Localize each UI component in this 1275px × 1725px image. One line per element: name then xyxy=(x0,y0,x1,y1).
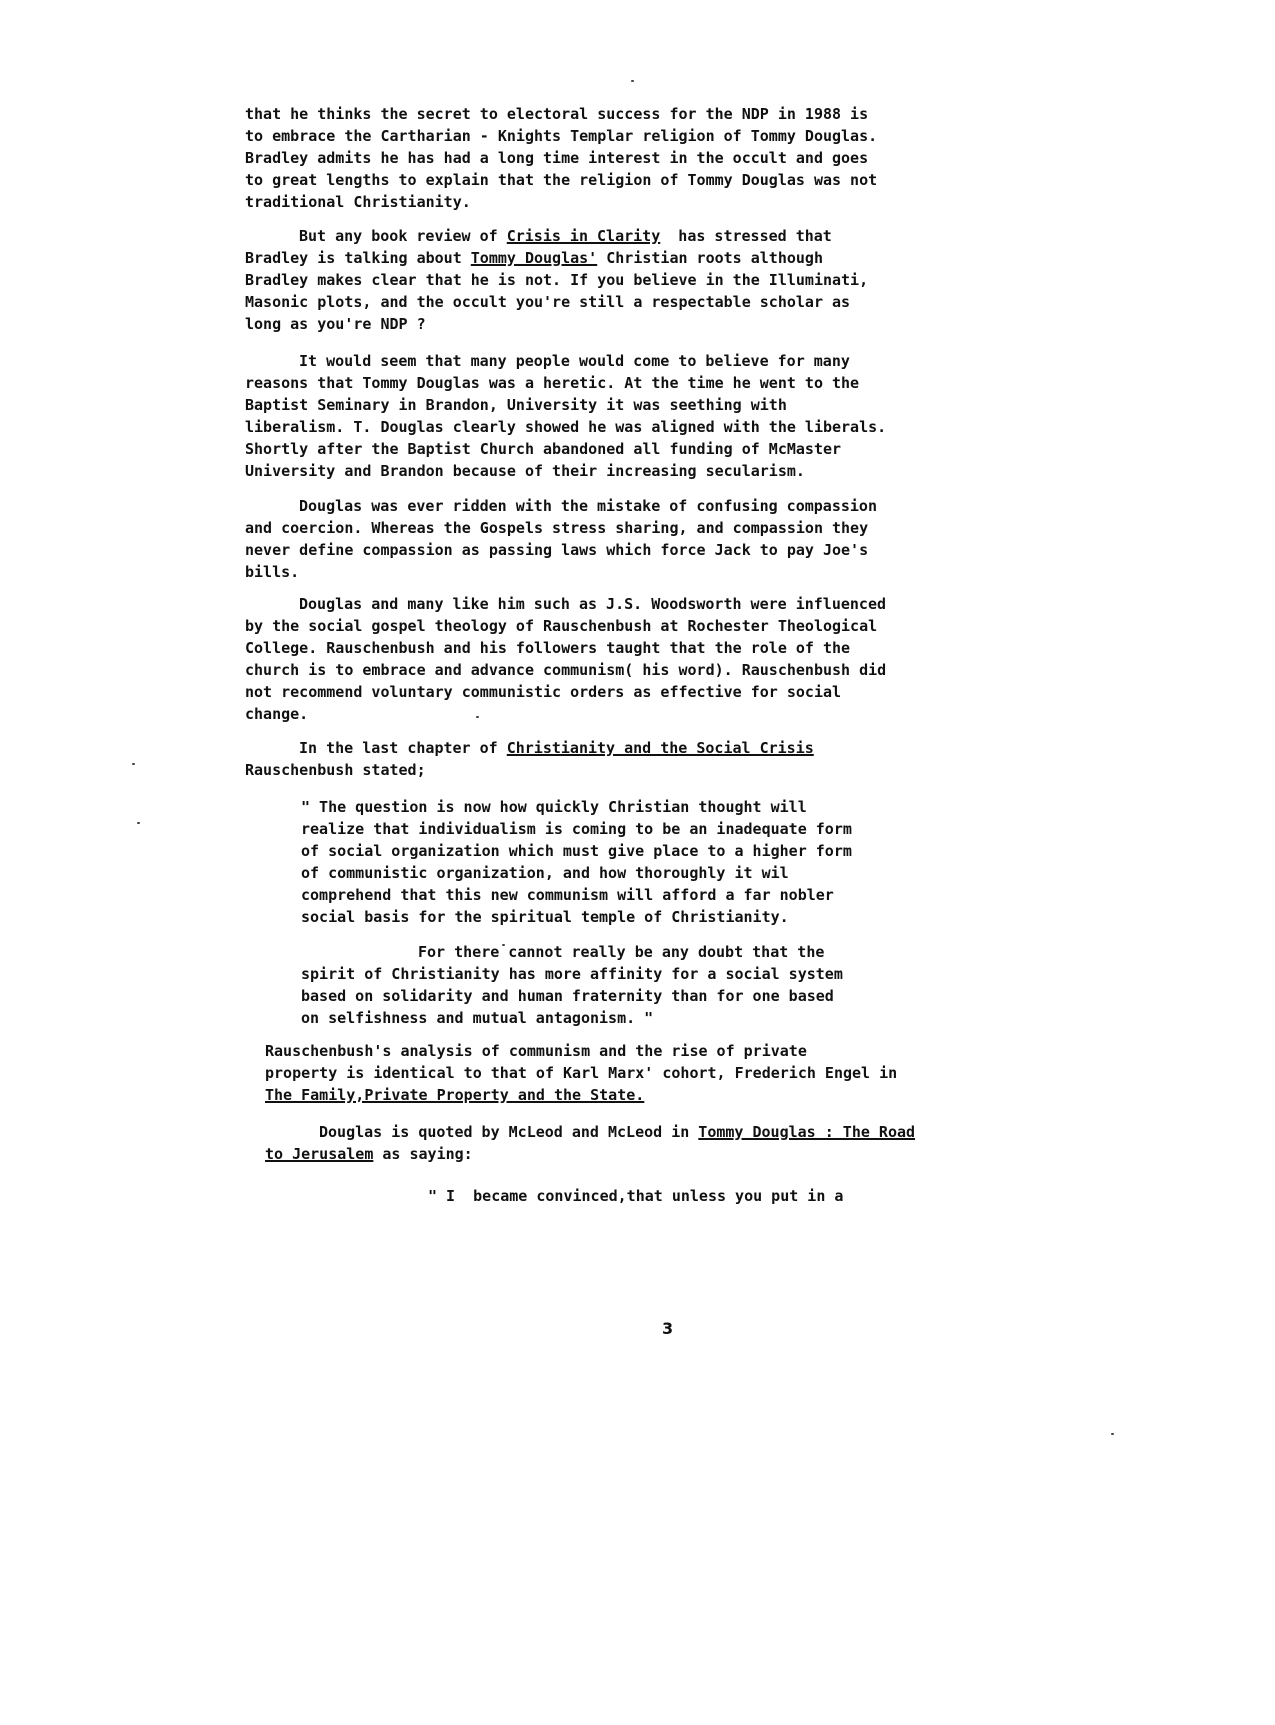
text-run: Christian roots although xyxy=(597,249,823,267)
text-line: of social organization which must give place to a higher form xyxy=(301,842,852,860)
text-run: It would seem that many people would come to believe for many xyxy=(299,352,850,370)
text-line: never define compassion as passing laws which force Jack to pay Joe's xyxy=(245,541,869,559)
text-run: as saying: xyxy=(373,1145,473,1163)
text-line: not recommend voluntary communistic orders as effective for social xyxy=(245,683,842,701)
text-run: Douglas and many like him such as J.S. Woodsworth were influenced xyxy=(299,595,886,613)
text-line: realize that individualism is coming to be an inadequate form xyxy=(301,820,852,838)
text-line: by the social gospel theology of Rauschenbush at Rochester Theological xyxy=(245,617,878,635)
paragraph-5 xyxy=(245,593,886,725)
text-line: that he thinks the secret to electoral success for the NDP in 1988 is xyxy=(245,105,869,123)
text-line xyxy=(245,495,877,517)
text-line: spirit of Christianity has more affinity for a social system xyxy=(301,965,843,983)
paragraph-7 xyxy=(265,1040,897,1106)
paragraph-2 xyxy=(245,225,868,335)
text-line: Bradley admits he has had a long time interest in the occult and goes xyxy=(245,149,869,167)
text-line: to embrace the Cartharian - Knights Templar religion of Tommy Douglas. xyxy=(245,127,878,145)
text-line: Rauschenbush's analysis of communism and the rise of private xyxy=(265,1042,807,1060)
book-title-family-private-property: The Family,Private Property and the State. xyxy=(265,1086,645,1104)
block-quote-1 xyxy=(301,796,852,928)
paragraph-4 xyxy=(245,495,877,583)
paragraph-8 xyxy=(265,1121,915,1165)
text-run: For there cannot really be any doubt that the xyxy=(418,943,825,961)
paragraph-3 xyxy=(245,350,886,482)
name-tommy-douglas: Tommy Douglas' xyxy=(470,249,598,267)
paragraph-1 xyxy=(245,103,877,213)
book-title-road-to-jerusalem-cont: to Jerusalem xyxy=(265,1145,374,1163)
text-run: Douglas was ever ridden with the mistake of confusing compassion xyxy=(299,497,877,515)
text-line xyxy=(245,247,868,269)
text-line xyxy=(245,225,868,247)
scan-speck xyxy=(631,80,634,82)
scan-speck xyxy=(132,763,135,765)
text-line: church is to embrace and advance communism( his word). Rauschenbush did xyxy=(245,661,887,679)
book-title-christianity-social-crisis: Christianity and the Social Crisis xyxy=(506,739,814,757)
text-line: property is identical to that of Karl Marx' cohort, Frederich Engel in xyxy=(265,1064,898,1082)
text-line: reasons that Tommy Douglas was a heretic. At the time he went to the xyxy=(245,374,860,392)
text-line xyxy=(245,737,814,759)
block-quote-2 xyxy=(301,941,843,1029)
text-line: Masonic plots, and the occult you're still a respectable scholar as xyxy=(245,293,851,311)
scan-speck xyxy=(1111,1433,1114,1435)
text-line: College. Rauschenbush and his followers taught that the role of the xyxy=(245,639,851,657)
text-run: But any book review of xyxy=(299,227,507,245)
page-number: 3 xyxy=(662,1319,674,1338)
scan-speck xyxy=(137,822,140,824)
book-title-crisis-in-clarity: Crisis in Clarity xyxy=(506,227,661,245)
text-line: comprehend that this new communism will afford a far nobler xyxy=(301,886,834,904)
text-line: social basis for the spiritual temple of Christianity. xyxy=(301,908,789,926)
text-run: Douglas is quoted by McLeod and McLeod in xyxy=(319,1123,699,1141)
text-line xyxy=(245,593,886,615)
text-line xyxy=(265,1143,915,1165)
block-quote-3 xyxy=(428,1185,843,1207)
text-run: Bradley is talking about xyxy=(245,249,471,267)
text-line xyxy=(245,350,886,372)
text-line: of communistic organization, and how thoroughly it wil xyxy=(301,864,789,882)
book-title-road-to-jerusalem: Tommy Douglas : The Road xyxy=(698,1123,916,1141)
text-line: traditional Christianity. xyxy=(245,193,471,211)
paragraph-6 xyxy=(245,737,814,781)
text-line: Baptist Seminary in Brandon, University it was seething with xyxy=(245,396,787,414)
text-line: Rauschenbush stated; xyxy=(245,761,426,779)
text-line: bills. xyxy=(245,563,300,581)
text-line: liberalism. T. Douglas clearly showed he was aligned with the liberals. xyxy=(245,418,887,436)
text-run: has stressed that xyxy=(660,227,832,245)
text-line: " The question is now how quickly Christian thought will xyxy=(301,798,807,816)
text-line: long as you're NDP ? xyxy=(245,315,426,333)
text-line xyxy=(301,941,843,963)
text-line: to great lengths to explain that the religion of Tommy Douglas was not xyxy=(245,171,878,189)
text-line: Shortly after the Baptist Church abandoned all funding of McMaster xyxy=(245,440,842,458)
text-line: and coercion. Whereas the Gospels stress sharing, and compassion they xyxy=(245,519,869,537)
text-line: on selfishness and mutual antagonism. " xyxy=(301,1009,654,1027)
text-line xyxy=(265,1121,915,1143)
text-line: Bradley makes clear that he is not. If you believe in the Illuminati, xyxy=(245,271,869,289)
text-run: In the last chapter of xyxy=(299,739,507,757)
text-line: " I became convinced,that unless you put in a xyxy=(428,1187,844,1205)
text-line: University and Brandon because of their increasing secularism. xyxy=(245,462,805,480)
text-line: based on solidarity and human fraternity than for one based xyxy=(301,987,834,1005)
text-line: change. xyxy=(245,705,309,723)
text-line xyxy=(265,1084,897,1106)
